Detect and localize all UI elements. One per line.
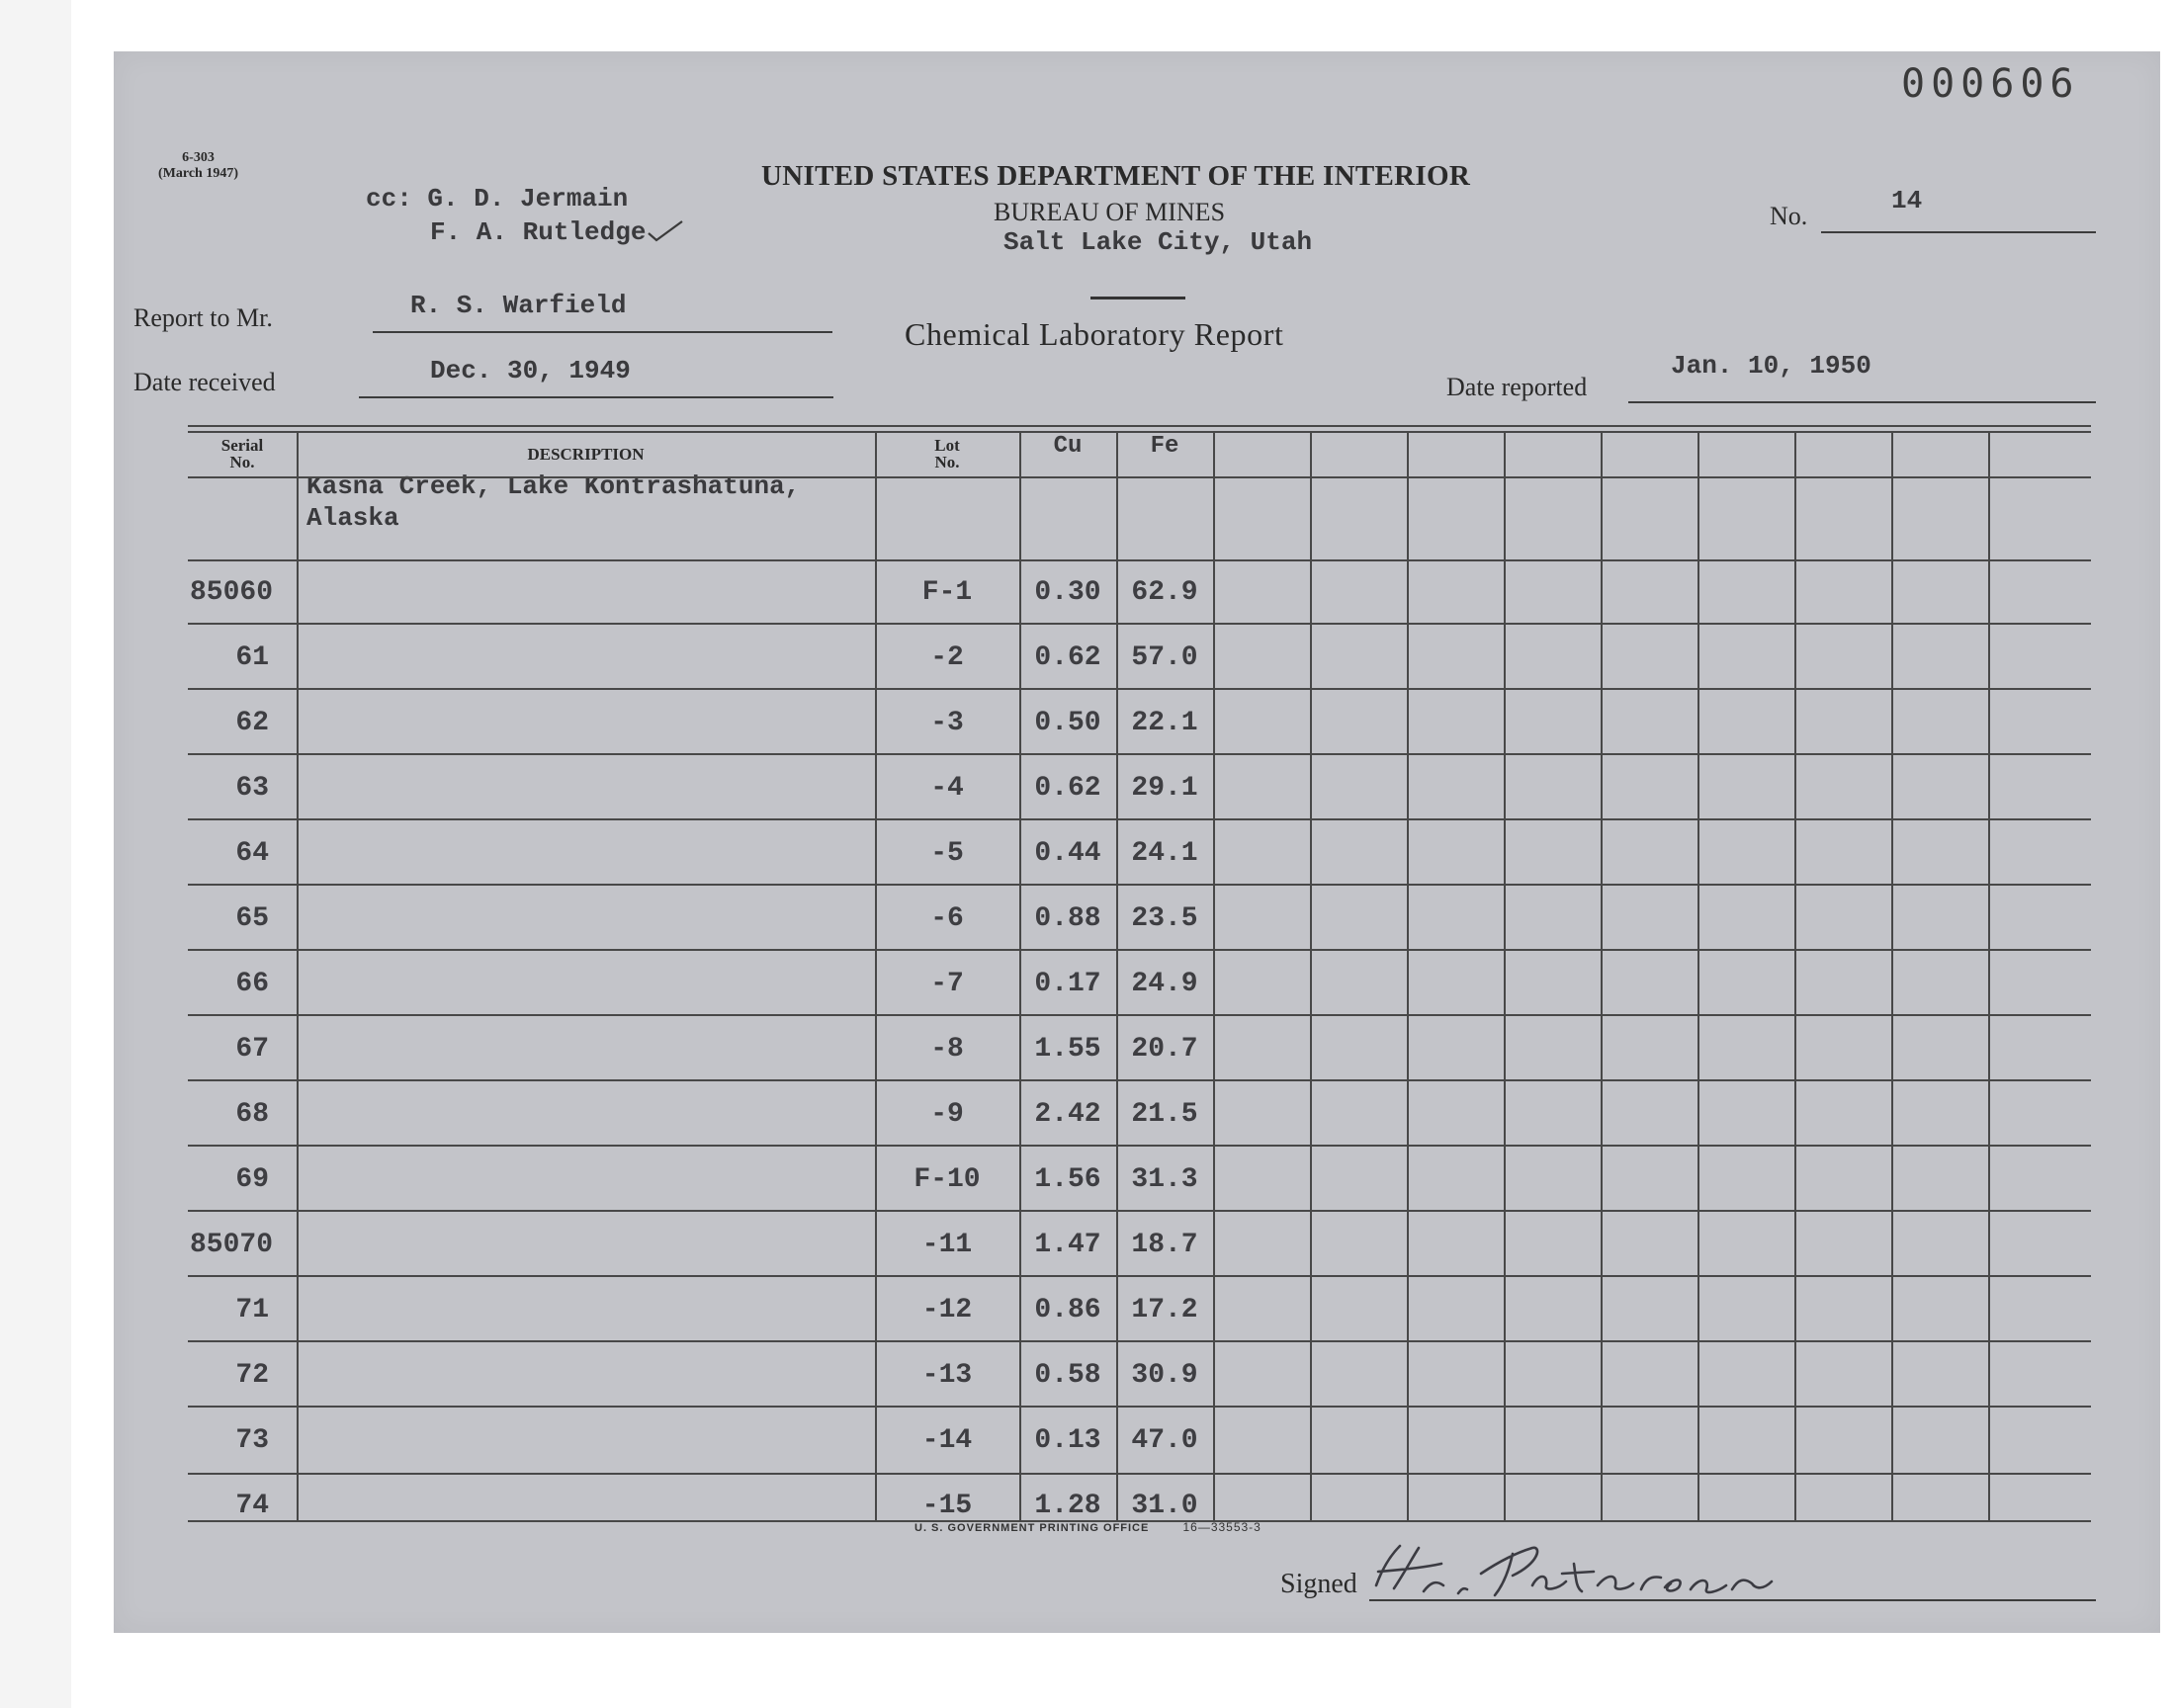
lot-cell: -7 — [930, 969, 964, 999]
table-rule — [188, 431, 2091, 433]
header-lot-line1: Lot — [934, 436, 960, 455]
cc-name-1: G. D. Jermain — [427, 184, 629, 214]
table-rule — [188, 476, 2091, 478]
fe-cell: 24.9 — [1131, 969, 1198, 999]
lot-cell: -11 — [921, 1230, 973, 1260]
lot-cell: F-10 — [914, 1164, 981, 1195]
cu-cell: 0.58 — [1034, 1360, 1101, 1391]
fe-cell: 29.1 — [1131, 773, 1198, 804]
table-rule — [188, 1210, 2091, 1212]
cc-prefix: cc: — [366, 184, 412, 214]
date-reported-value: Jan. 10, 1950 — [1671, 351, 1871, 381]
bureau-heading: BUREAU OF MINES — [994, 198, 1226, 226]
department-heading: UNITED STATES DEPARTMENT OF THE INTERIOR — [761, 160, 1471, 192]
lot-cell: -6 — [930, 903, 964, 934]
fe-cell: 47.0 — [1131, 1425, 1198, 1456]
table-rule — [188, 1340, 2091, 1342]
lot-cell: -2 — [930, 642, 964, 673]
serial-cell: 67 — [235, 1034, 269, 1065]
description-line-1: Kasna Creek, Lake Kontrashatuna, — [306, 471, 801, 501]
date-reported-line — [1628, 401, 2096, 403]
signature-graphic — [1364, 1534, 1859, 1608]
fe-cell: 20.7 — [1131, 1034, 1198, 1065]
fe-cell: 30.9 — [1131, 1360, 1198, 1391]
table-rule — [188, 818, 2091, 820]
report-number-label: No. — [1770, 202, 1808, 230]
serial-cell: 68 — [235, 1099, 269, 1130]
table-rule — [188, 559, 2091, 561]
description-text — [306, 470, 800, 534]
lot-cell: -9 — [930, 1099, 964, 1130]
fe-cell: 24.1 — [1131, 838, 1198, 869]
lot-cell: -8 — [930, 1034, 964, 1065]
cu-cell: 1.55 — [1034, 1034, 1101, 1065]
serial-cell: 85070 — [190, 1230, 274, 1260]
serial-cell: 73 — [235, 1425, 269, 1456]
form-code-date: (March 1947) — [158, 166, 238, 181]
serial-cell: 61 — [235, 642, 269, 673]
cu-cell: 0.44 — [1034, 838, 1101, 869]
header-fe: Fe — [1150, 433, 1179, 460]
fe-cell: 22.1 — [1131, 708, 1198, 738]
table-column-rule — [297, 431, 299, 1520]
date-received-line — [359, 396, 833, 398]
lot-cell: -5 — [930, 838, 964, 869]
lot-cell: -15 — [921, 1491, 973, 1521]
heading-divider — [1090, 297, 1185, 299]
lot-cell: -13 — [921, 1360, 973, 1391]
serial-cell: 71 — [235, 1295, 269, 1325]
header-description — [297, 446, 875, 463]
serial-cell: 66 — [235, 969, 269, 999]
description-line-2: Alaska — [306, 503, 399, 533]
form-ref-text: 16—33553-3 — [1182, 1520, 1262, 1534]
cu-cell: 0.62 — [1034, 642, 1101, 673]
report-title: Chemical Laboratory Report — [905, 316, 1284, 352]
cc-name-2: F. A. Rutledge — [430, 217, 647, 247]
cc-list — [366, 182, 685, 249]
lot-cell: -12 — [921, 1295, 973, 1325]
report-to-line — [373, 331, 832, 333]
results-table — [188, 425, 2091, 1522]
signature-image — [1364, 1534, 1859, 1613]
report-number-line — [1821, 231, 2096, 233]
table-rule — [188, 1473, 2091, 1475]
signed-label: Signed — [1280, 1569, 1357, 1599]
header-serial — [188, 437, 297, 470]
serial-cell: 72 — [235, 1360, 269, 1391]
fe-cell: 18.7 — [1131, 1230, 1198, 1260]
report-sheet — [114, 51, 2160, 1633]
table-column-rule — [1601, 431, 1603, 1520]
fe-cell: 31.0 — [1131, 1491, 1198, 1521]
cu-cell: 0.88 — [1034, 903, 1101, 934]
fe-cell: 31.3 — [1131, 1164, 1198, 1195]
scan-margin — [0, 0, 71, 1708]
table-rule — [188, 1275, 2091, 1277]
header-serial-line1: Serial — [220, 436, 264, 455]
cu-cell: 1.56 — [1034, 1164, 1101, 1195]
fe-cell: 21.5 — [1131, 1099, 1198, 1130]
cu-cell: 1.28 — [1034, 1491, 1101, 1521]
serial-cell: 69 — [235, 1164, 269, 1195]
header-serial-line2: No. — [229, 453, 255, 471]
checkmark-icon — [646, 217, 685, 243]
table-column-rule — [1891, 431, 1893, 1520]
header-cu: Cu — [1053, 433, 1083, 460]
table-column-rule — [1504, 431, 1506, 1520]
cu-cell: 0.86 — [1034, 1295, 1101, 1325]
table-rule — [188, 1014, 2091, 1016]
fe-cell: 23.5 — [1131, 903, 1198, 934]
table-rule — [188, 949, 2091, 951]
header-lot-line2: No. — [934, 453, 960, 471]
header-description-text: DESCRIPTION — [527, 445, 645, 464]
fe-cell: 62.9 — [1131, 577, 1198, 608]
table-column-rule — [1310, 431, 1312, 1520]
stamp-number: 000606 — [1901, 61, 2080, 107]
table-rule — [188, 1145, 2091, 1147]
table-column-rule — [1213, 431, 1215, 1520]
table-rule — [188, 623, 2091, 625]
table-column-rule — [1407, 431, 1409, 1520]
date-received-value: Dec. 30, 1949 — [430, 356, 631, 385]
table-rule — [188, 1406, 2091, 1408]
form-code — [158, 150, 238, 182]
serial-cell: 64 — [235, 838, 269, 869]
table-column-rule — [1988, 431, 1990, 1520]
serial-cell: 65 — [235, 903, 269, 934]
cu-cell: 1.47 — [1034, 1230, 1101, 1260]
serial-cell: 85060 — [190, 577, 274, 608]
cu-cell: 0.50 — [1034, 708, 1101, 738]
serial-cell: 62 — [235, 708, 269, 738]
fe-cell: 57.0 — [1131, 642, 1198, 673]
table-rule — [188, 753, 2091, 755]
bureau-location: Salt Lake City, Utah — [1003, 227, 1313, 257]
lot-cell: -4 — [930, 773, 964, 804]
report-to-value: R. S. Warfield — [410, 291, 627, 320]
cu-cell: 0.17 — [1034, 969, 1101, 999]
table-rule — [188, 884, 2091, 886]
header-lot — [875, 437, 1019, 470]
serial-cell: 74 — [235, 1491, 269, 1521]
cu-cell: 0.30 — [1034, 577, 1101, 608]
date-reported-label: Date reported — [1446, 373, 1588, 401]
report-number-value: 14 — [1891, 186, 1923, 215]
table-rule — [188, 425, 2091, 427]
cu-cell: 0.13 — [1034, 1425, 1101, 1456]
table-rule — [188, 1079, 2091, 1081]
printing-office-footer — [914, 1520, 1262, 1534]
serial-cell: 63 — [235, 773, 269, 804]
table-rule — [188, 688, 2091, 690]
form-code-number: 6-303 — [182, 150, 215, 165]
printer-text: U. S. GOVERNMENT PRINTING OFFICE — [914, 1522, 1150, 1534]
table-column-rule — [1697, 431, 1699, 1520]
lot-cell: F-1 — [921, 577, 973, 608]
lot-cell: -14 — [921, 1425, 973, 1456]
lot-cell: -3 — [930, 708, 964, 738]
report-to-label: Report to Mr. — [133, 303, 273, 332]
cu-cell: 0.62 — [1034, 773, 1101, 804]
fe-cell: 17.2 — [1131, 1295, 1198, 1325]
cu-cell: 2.42 — [1034, 1099, 1101, 1130]
date-received-label: Date received — [133, 368, 276, 396]
table-column-rule — [1794, 431, 1796, 1520]
